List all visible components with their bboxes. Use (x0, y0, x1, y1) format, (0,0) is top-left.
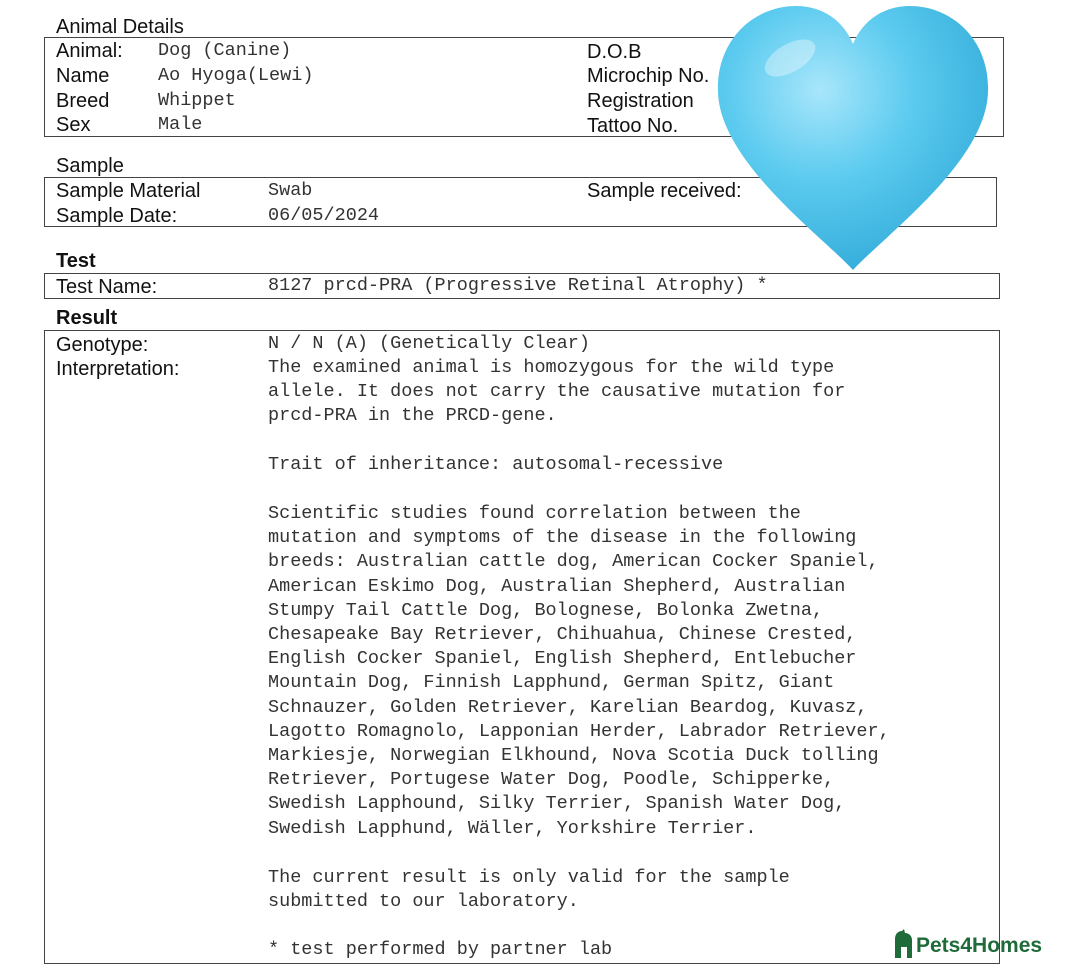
genotype-value: N / N (A) (Genetically Clear) (268, 333, 590, 354)
breed-label: Breed (56, 90, 110, 112)
dog-silhouette-icon (892, 929, 918, 959)
blue-heart-icon (712, 0, 994, 274)
sample-received-label: Sample received: (587, 180, 742, 202)
sample-material-value: Swab (268, 180, 313, 201)
microchip-label: Microchip No. (587, 65, 710, 87)
genotype-label: Genotype: (56, 334, 149, 356)
sample-date-value: 06/05/2024 (268, 205, 380, 226)
inheritance-paragraph: Trait of inheritance: autosomal-recessive (268, 454, 724, 475)
animal-label: Animal: (56, 40, 123, 62)
dob-label: D.O.B (587, 41, 642, 63)
name-value: Ao Hyoga(Lewi) (158, 65, 314, 86)
validity-paragraph: The current result is only valid for the sample submitted to our laboratory. (268, 867, 790, 913)
tattoo-label: Tattoo No. (587, 115, 679, 137)
sex-label: Sex (56, 114, 91, 136)
interpretation-label: Interpretation: (56, 358, 180, 380)
animal-value: Dog (Canine) (158, 40, 292, 61)
result-heading: Result (56, 307, 118, 329)
interpretation-paragraph-1: The examined animal is homozygous for the wild type allele. It does not carry the causative mutation for prcd-PRA in the PRCD-gene. (268, 357, 846, 427)
breeds-paragraph: Scientific studies found correlation between the mutation and symptoms of the disease in the following breeds: Australian cattle dog, American Cocker Spaniel, American Eskimo Dog, Australian Shepherd, Australian Stumpy Tail Cattle Dog, Bolognese, Bolonka Zwetna, Chesapeake Bay Retriever, Chihuahua, Chinese Crested, English Cocker Spaniel, English Shepherd, Entlebucher Mountain Dog, Finnish Lapphund, German Spitz, Giant Schnauzer, Golden Retriever, Karelian Beardog, Kuvasz, Lagotto Romagnolo, Lapponian Herder, Labrador Retriever, Markiesje, Norwegian Elkhound, Nova Scotia Duck tolling Retriever, Portugese Water Dog, Poodle, Schipperke, Swedish Lapphound, Silky Terrier, Spanish Water Dog, Swedish Lapphund, Wäller, Yorkshire Terrier. (268, 503, 890, 839)
test-heading: Test (56, 250, 96, 272)
breed-value: Whippet (158, 90, 236, 111)
name-label: Name (56, 65, 110, 87)
partner-lab-note: * test performed by partner lab (268, 939, 613, 960)
sample-date-label: Sample Date: (56, 205, 178, 227)
logo-text: Pets4Homes (916, 934, 1043, 957)
sex-value: Male (158, 114, 203, 135)
sample-material-label: Sample Material (56, 180, 201, 202)
test-name-value: 8127 prcd-PRA (Progressive Retinal Atrophy) * (268, 275, 768, 296)
sample-heading: Sample (56, 155, 124, 177)
registration-label: Registration (587, 90, 694, 112)
animal-details-heading: Animal Details (56, 16, 184, 38)
test-name-label: Test Name: (56, 276, 158, 298)
